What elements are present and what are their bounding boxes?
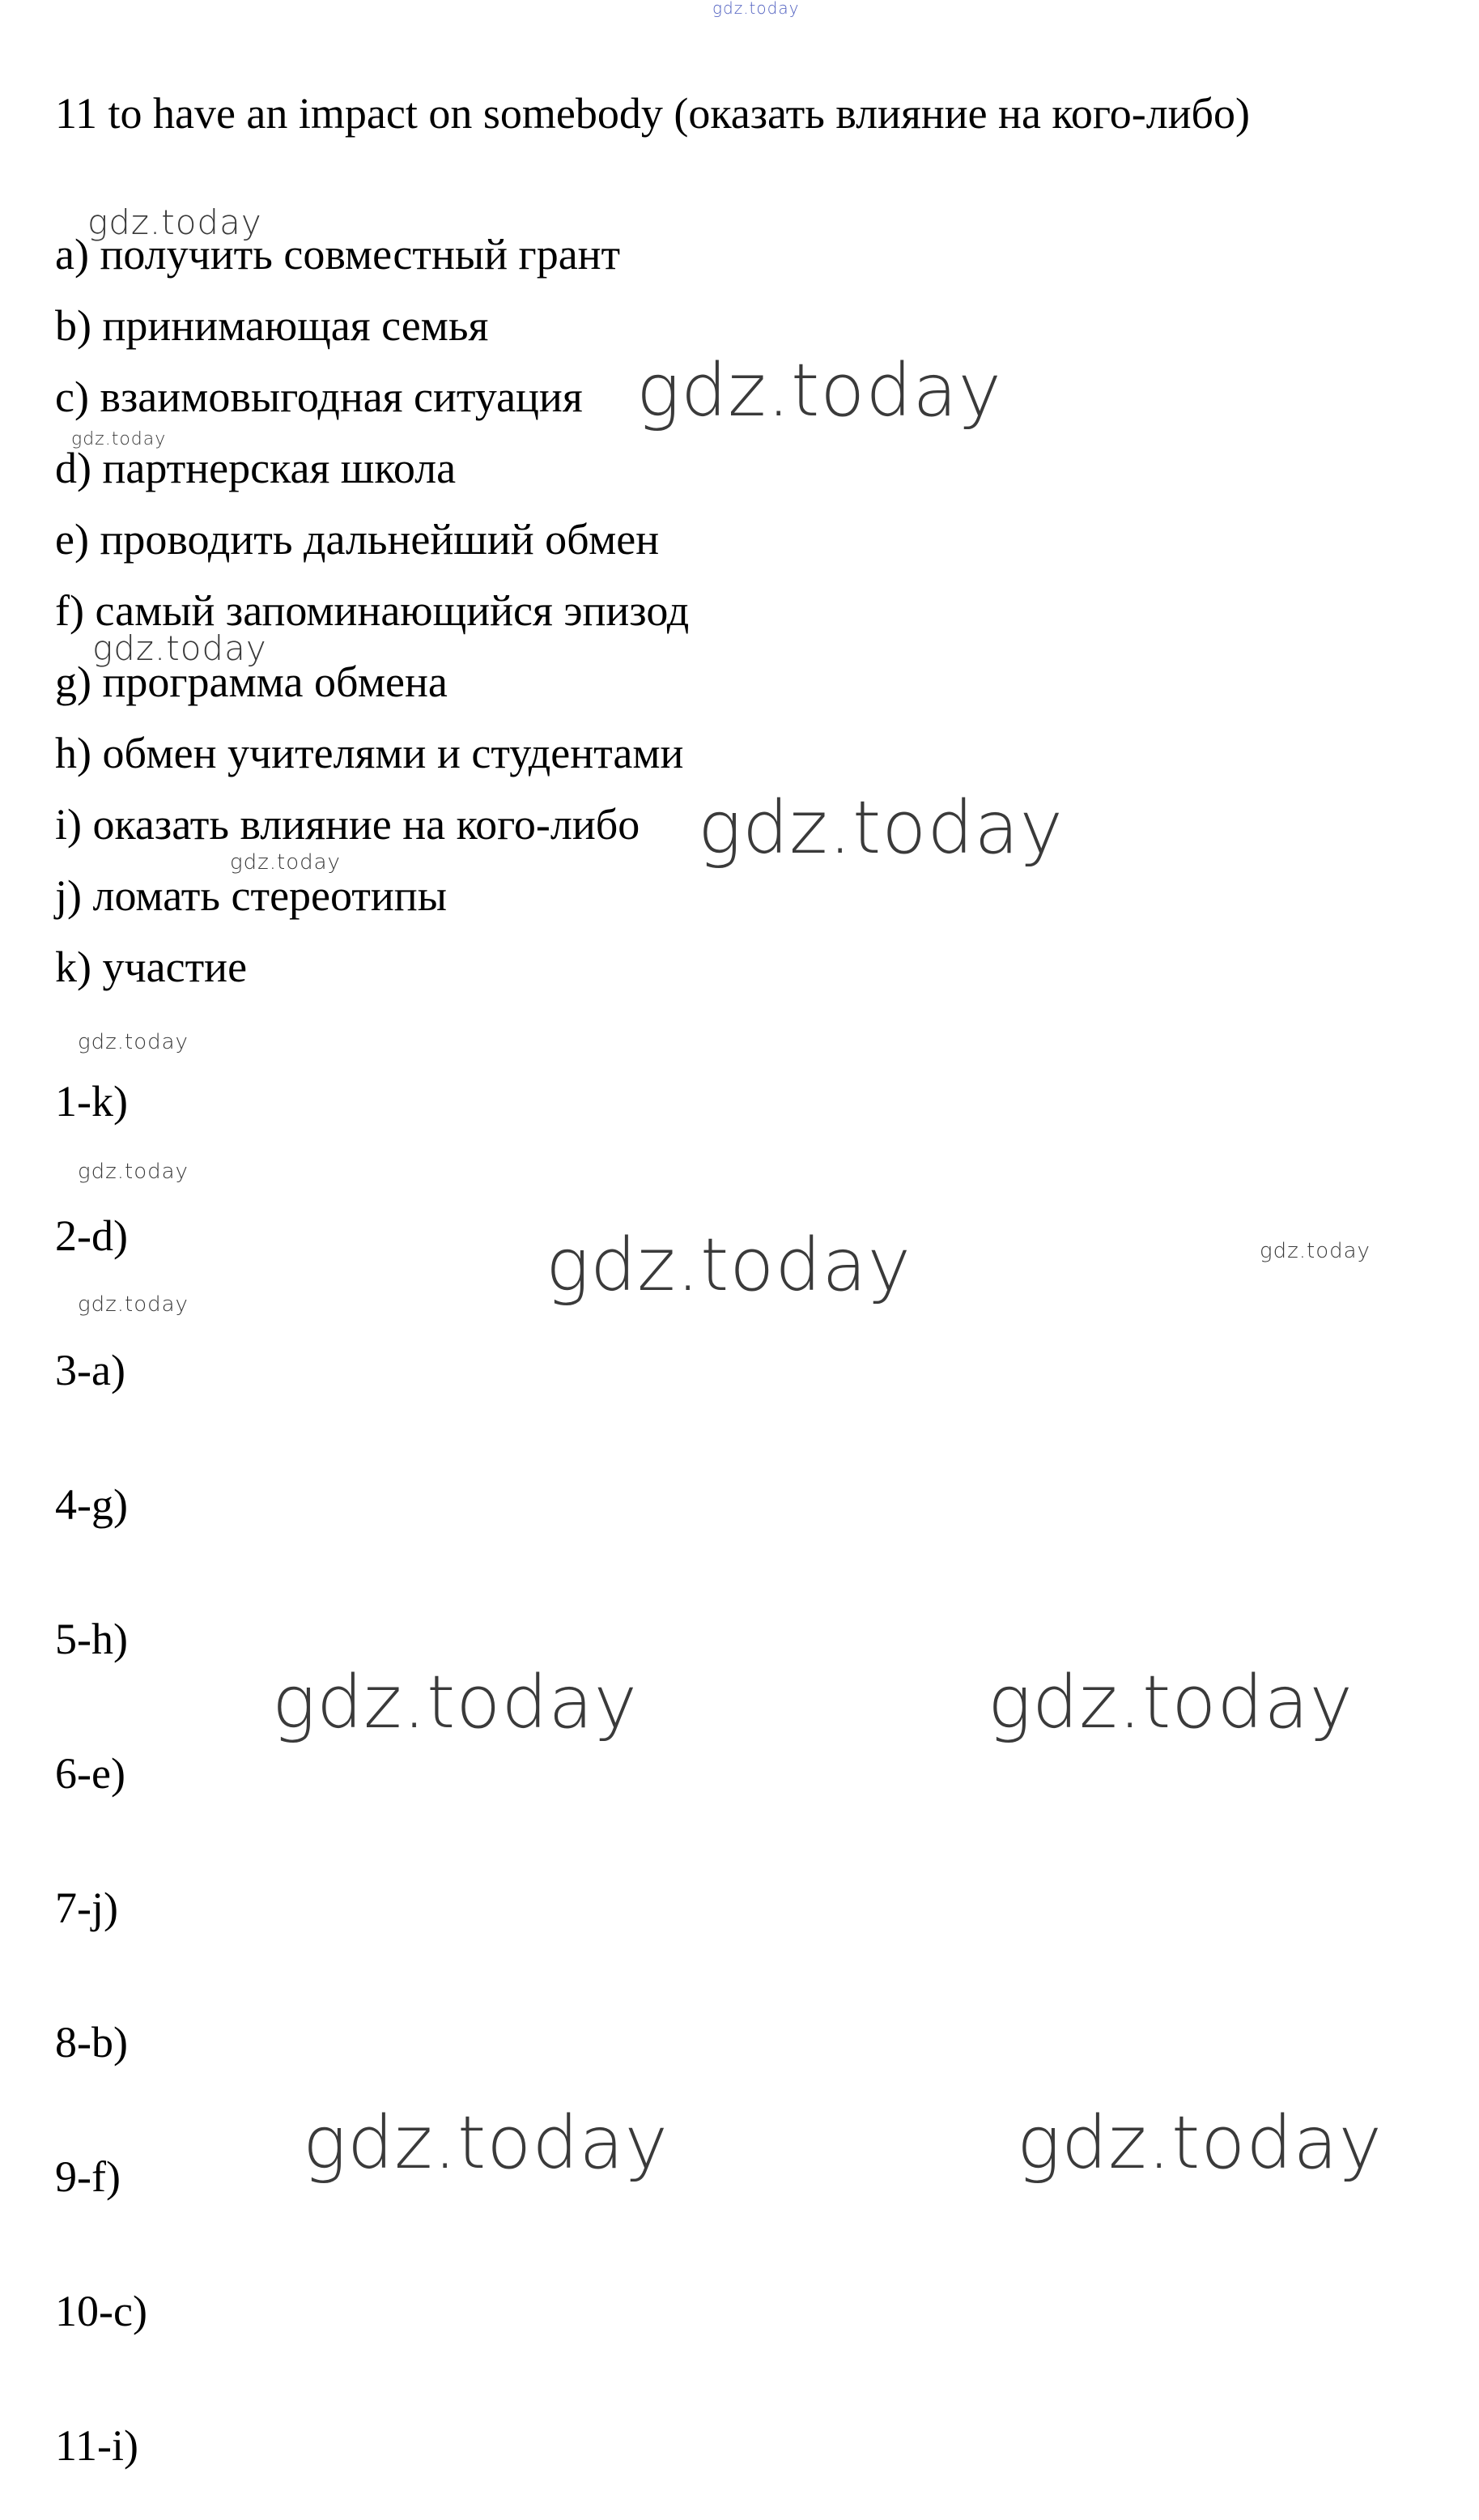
watermark: gdz.today bbox=[272, 1660, 638, 1745]
watermark: gdz.today bbox=[78, 1292, 189, 1317]
option-i: i) оказать влияние на кого-либо bbox=[55, 800, 640, 849]
watermark: gdz.today bbox=[87, 202, 262, 242]
option-c: c) взаимовыгодная ситуация bbox=[55, 372, 583, 421]
watermark-top: gdz.today bbox=[712, 0, 800, 18]
answer-10: 10-c) bbox=[55, 2287, 147, 2335]
answer-7: 7-j) bbox=[55, 1884, 118, 1932]
watermark: gdz.today bbox=[78, 1160, 189, 1184]
watermark: gdz.today bbox=[546, 1223, 912, 1308]
answer-1: 1-k) bbox=[55, 1077, 128, 1126]
watermark: gdz.today bbox=[71, 429, 167, 449]
option-f: f) самый запоминающийся эпизод bbox=[55, 586, 690, 635]
option-h: h) обмен учителями и студентами bbox=[55, 729, 684, 777]
answer-2: 2-d) bbox=[55, 1211, 128, 1260]
option-a: a) получить совместный грант bbox=[55, 230, 621, 279]
option-e: e) проводить дальнейший обмен bbox=[55, 515, 660, 564]
watermark: gdz.today bbox=[92, 628, 267, 668]
watermark: gdz.today bbox=[636, 348, 1002, 433]
answer-8: 8-b) bbox=[55, 2018, 128, 2067]
watermark: gdz.today bbox=[78, 1030, 189, 1054]
option-b: b) принимающая семья bbox=[55, 301, 489, 350]
watermark: gdz.today bbox=[303, 2101, 669, 2186]
answer-9: 9-f) bbox=[55, 2152, 121, 2201]
option-k: k) участие bbox=[55, 943, 248, 991]
item-11-header: 11 to have an impact on somebody (оказать влияние на кого-либо) bbox=[55, 89, 1251, 138]
option-d: d) партнерская школа bbox=[55, 444, 457, 492]
watermark: gdz.today bbox=[1017, 2101, 1383, 2186]
answer-3: 3-a) bbox=[55, 1346, 125, 1394]
option-j: j) ломать стереотипы bbox=[55, 871, 447, 920]
option-g: g) программа обмена bbox=[55, 658, 448, 706]
watermark: gdz.today bbox=[698, 785, 1064, 871]
answer-5: 5-h) bbox=[55, 1615, 128, 1663]
watermark: gdz.today bbox=[1260, 1239, 1371, 1263]
answer-11: 11-i) bbox=[55, 2421, 138, 2470]
watermark: gdz.today bbox=[988, 1660, 1354, 1745]
watermark: gdz.today bbox=[230, 850, 341, 875]
answer-6: 6-e) bbox=[55, 1749, 125, 1798]
answer-4: 4-g) bbox=[55, 1480, 128, 1529]
